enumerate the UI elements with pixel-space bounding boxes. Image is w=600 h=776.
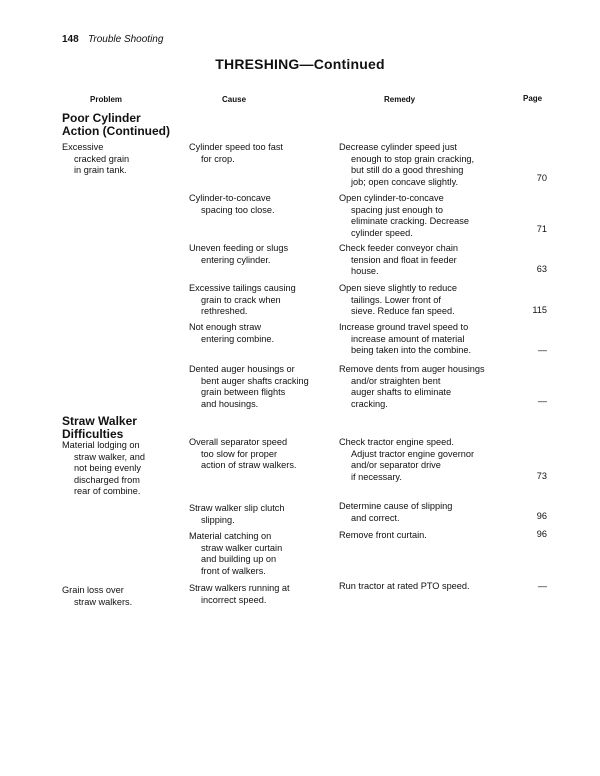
remedy-line: increase amount of material xyxy=(351,333,465,344)
page-ref: 115 xyxy=(532,305,547,315)
remedy-line: and/or separator drive xyxy=(351,460,441,470)
cause-line: and housings. xyxy=(201,398,259,409)
remedy-cell xyxy=(339,322,471,357)
cause-cell xyxy=(189,531,282,577)
cause-line: and building up on xyxy=(201,554,277,564)
problem-line: rear of combine. xyxy=(74,486,141,496)
cause-cell xyxy=(189,142,283,165)
cause-line: for crop. xyxy=(201,153,235,164)
page-ref: 73 xyxy=(536,471,547,481)
cause-line: Overall separator speed xyxy=(189,437,288,447)
remedy-line: Increase ground travel speed to xyxy=(339,322,469,332)
cause-line: Material catching on xyxy=(189,531,272,541)
section-heading-line: Poor Cylinder xyxy=(62,111,141,125)
cause-line: too slow for proper xyxy=(201,448,278,459)
section-heading-poor-cylinder xyxy=(62,112,170,138)
remedy-line: spacing just enough to xyxy=(351,204,443,215)
remedy-cell xyxy=(339,501,452,524)
section-heading-line: Difficulties xyxy=(62,427,124,441)
remedy-cell xyxy=(339,243,458,278)
section-title: Trouble Shooting xyxy=(88,34,164,45)
page-ref: — xyxy=(537,396,547,406)
cause-line: Dented auger housings or xyxy=(189,364,295,374)
column-header-cause: Cause xyxy=(222,95,247,104)
cause-line: action of straw walkers. xyxy=(201,460,297,470)
cause-line: Cylinder-to-concave xyxy=(189,193,271,203)
cause-line: Cylinder speed too fast xyxy=(189,142,283,152)
page-ref: — xyxy=(537,581,547,591)
remedy-line: Adjust tractor engine governor xyxy=(351,448,475,459)
cause-line: bent auger shafts cracking xyxy=(201,375,309,386)
cause-line: grain between flights xyxy=(201,387,286,397)
remedy-cell xyxy=(339,581,470,593)
page-ref: 96 xyxy=(536,529,547,539)
problem-line: Grain loss over xyxy=(62,585,124,595)
problem-line: discharged from xyxy=(74,474,140,485)
remedy-line: Remove dents from auger housings xyxy=(339,364,485,374)
remedy-line: tailings. Lower front of xyxy=(351,294,441,305)
remedy-cell xyxy=(339,283,457,318)
cause-cell xyxy=(189,364,309,410)
remedy-line: and correct. xyxy=(351,512,400,523)
remedy-line: Remove front curtain. xyxy=(339,530,427,540)
remedy-line: if necessary. xyxy=(351,471,402,482)
remedy-cell xyxy=(339,364,485,410)
problem-line: cracked grain xyxy=(74,153,130,164)
cause-line: rethreshed. xyxy=(201,306,248,316)
problem-cell xyxy=(62,440,145,498)
remedy-line: Check feeder conveyor chain xyxy=(339,243,458,253)
problem-line: Material lodging on xyxy=(62,440,140,450)
remedy-line: cracking. xyxy=(351,398,388,409)
cause-cell xyxy=(189,583,290,606)
cause-line: front of walkers. xyxy=(201,565,266,576)
cause-line: straw walker curtain xyxy=(201,542,283,553)
section-heading-line: Straw Walker xyxy=(62,414,137,428)
remedy-cell xyxy=(339,530,427,542)
remedy-line: enough to stop grain cracking, xyxy=(351,153,475,164)
remedy-line: Open sieve slightly to reduce xyxy=(339,283,457,293)
cause-line: Excessive tailings causing xyxy=(189,283,296,293)
page-ref: 63 xyxy=(536,264,547,274)
cause-cell xyxy=(189,193,275,216)
column-header-remedy: Remedy xyxy=(384,95,416,104)
remedy-line: Check tractor engine speed. xyxy=(339,437,454,447)
remedy-line: Decrease cylinder speed just xyxy=(339,142,457,152)
cause-cell xyxy=(189,322,274,345)
remedy-line: tension and float in feeder xyxy=(351,254,457,265)
cause-cell xyxy=(189,503,284,526)
page-ref: 70 xyxy=(536,173,547,183)
problem-line: Excessive xyxy=(62,142,104,152)
remedy-line: job; open concave slightly. xyxy=(351,176,459,187)
cause-line: slipping. xyxy=(201,514,235,525)
cause-line: Straw walkers running at xyxy=(189,583,290,593)
remedy-cell xyxy=(339,142,474,188)
cause-line: entering cylinder. xyxy=(201,254,271,265)
page-ref: — xyxy=(537,345,547,355)
page-ref: 71 xyxy=(536,224,547,234)
column-header-problem: Problem xyxy=(90,95,123,104)
problem-line: straw walker, and xyxy=(74,451,145,462)
cause-line: entering combine. xyxy=(201,333,275,344)
cause-line: spacing too close. xyxy=(201,204,275,215)
cause-line: grain to crack when xyxy=(201,294,281,305)
problem-line: not being evenly xyxy=(74,463,141,473)
section-heading-straw-walker xyxy=(62,415,137,441)
cause-line: Uneven feeding or slugs xyxy=(189,243,289,253)
cause-line: incorrect speed. xyxy=(201,594,267,605)
remedy-line: Open cylinder-to-concave xyxy=(339,193,444,203)
remedy-line: cylinder speed. xyxy=(351,227,413,238)
column-header-page: Page xyxy=(523,94,543,103)
section-heading-line: Action (Continued) xyxy=(62,124,170,138)
problem-cell xyxy=(62,142,129,177)
remedy-line: eliminate cracking. Decrease xyxy=(351,216,469,226)
cause-line: Straw walker slip clutch xyxy=(189,503,285,513)
page-title: THRESHING—Continued xyxy=(215,56,385,72)
remedy-line: but still do a good threshing xyxy=(351,165,464,175)
remedy-line: Run tractor at rated PTO speed. xyxy=(339,581,470,591)
cause-cell xyxy=(189,283,296,318)
remedy-line: sieve. Reduce fan speed. xyxy=(351,306,455,316)
cause-cell xyxy=(189,437,296,472)
remedy-cell xyxy=(339,437,474,483)
page-ref: 96 xyxy=(536,511,547,521)
remedy-line: being taken into the combine. xyxy=(351,345,472,355)
remedy-line: house. xyxy=(351,266,379,276)
page-number: 148 xyxy=(62,34,79,45)
problem-line: in grain tank. xyxy=(74,165,127,175)
cause-line: Not enough straw xyxy=(189,322,262,332)
remedy-line: and/or straighten bent xyxy=(351,375,441,386)
remedy-line: Determine cause of slipping xyxy=(339,501,453,511)
cause-cell xyxy=(189,243,288,266)
problem-line: straw walkers. xyxy=(74,596,133,607)
remedy-cell xyxy=(339,193,469,239)
remedy-line: auger shafts to eliminate xyxy=(351,387,452,397)
problem-cell xyxy=(62,585,132,608)
